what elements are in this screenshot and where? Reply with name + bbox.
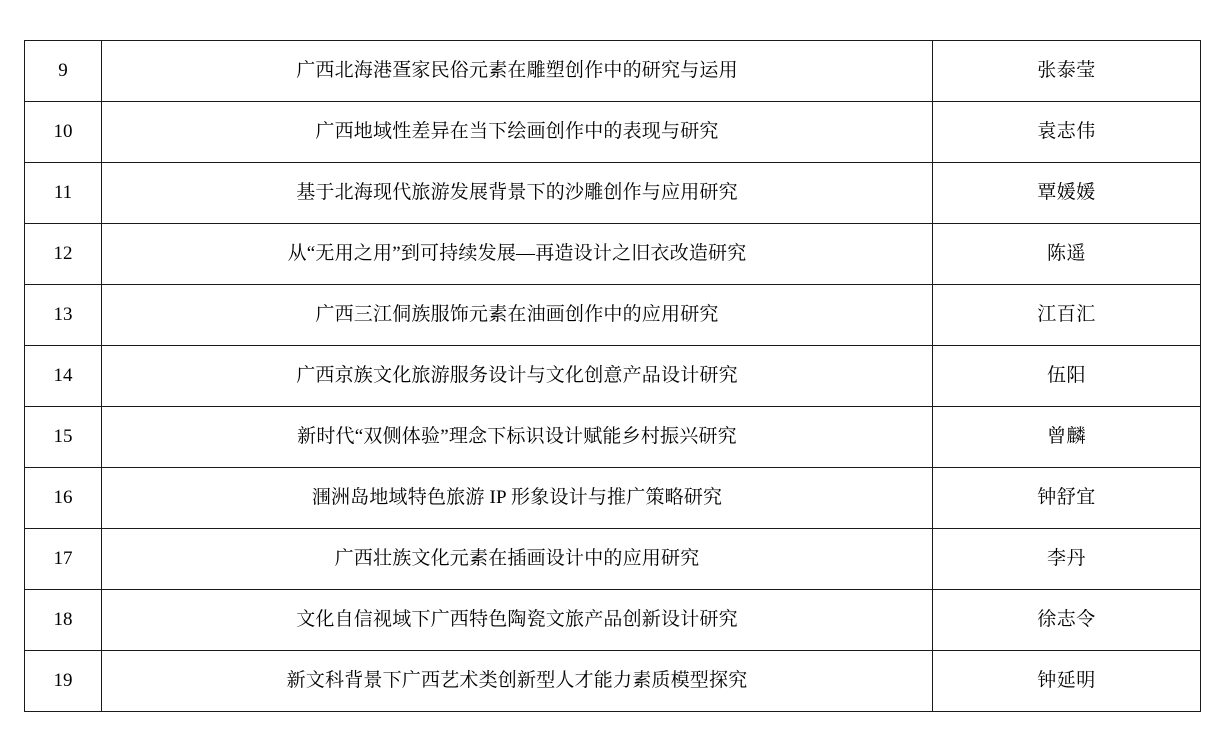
table-row	[25, 41, 1201, 102]
row-title-cell: 新文科背景下广西艺术类创新型人才能力素质模型探究	[102, 651, 933, 712]
row-number-cell: 15	[25, 407, 102, 468]
table-row	[25, 346, 1201, 407]
row-number-cell: 11	[25, 163, 102, 224]
row-number-cell: 13	[25, 285, 102, 346]
row-title-cell: 基于北海现代旅游发展背景下的沙雕创作与应用研究	[102, 163, 933, 224]
row-author-cell: 钟延明	[933, 651, 1201, 712]
row-author-cell: 袁志伟	[933, 102, 1201, 163]
table-row	[25, 224, 1201, 285]
project-list-table-container	[24, 40, 1187, 712]
project-list-table	[24, 40, 1201, 712]
row-author-cell: 伍阳	[933, 346, 1201, 407]
row-title-cell: 广西北海港疍家民俗元素在雕塑创作中的研究与运用	[102, 41, 933, 102]
row-author-cell: 李丹	[933, 529, 1201, 590]
row-title-cell: 新时代“双侧体验”理念下标识设计赋能乡村振兴研究	[102, 407, 933, 468]
row-number-cell: 16	[25, 468, 102, 529]
row-author-cell: 钟舒宜	[933, 468, 1201, 529]
row-author-cell: 江百汇	[933, 285, 1201, 346]
table-row	[25, 468, 1201, 529]
row-title-cell: 广西壮族文化元素在插画设计中的应用研究	[102, 529, 933, 590]
table-row	[25, 102, 1201, 163]
table-row	[25, 163, 1201, 224]
row-author-cell: 曾麟	[933, 407, 1201, 468]
table-row	[25, 407, 1201, 468]
row-author-cell: 张泰莹	[933, 41, 1201, 102]
row-title-cell: 从“无用之用”到可持续发展—再造设计之旧衣改造研究	[102, 224, 933, 285]
row-number-cell: 18	[25, 590, 102, 651]
row-number-cell: 12	[25, 224, 102, 285]
row-title-cell: 广西京族文化旅游服务设计与文化创意产品设计研究	[102, 346, 933, 407]
row-number-cell: 9	[25, 41, 102, 102]
row-author-cell: 覃媛媛	[933, 163, 1201, 224]
row-number-cell: 10	[25, 102, 102, 163]
row-author-cell: 陈遥	[933, 224, 1201, 285]
table-row	[25, 590, 1201, 651]
table-row	[25, 529, 1201, 590]
table-row	[25, 651, 1201, 712]
table-row	[25, 285, 1201, 346]
table-body	[25, 41, 1201, 712]
row-title-cell: 文化自信视域下广西特色陶瓷文旅产品创新设计研究	[102, 590, 933, 651]
row-author-cell: 徐志令	[933, 590, 1201, 651]
row-number-cell: 17	[25, 529, 102, 590]
row-number-cell: 19	[25, 651, 102, 712]
row-number-cell: 14	[25, 346, 102, 407]
row-title-cell: 广西地域性差异在当下绘画创作中的表现与研究	[102, 102, 933, 163]
row-title-cell: 广西三江侗族服饰元素在油画创作中的应用研究	[102, 285, 933, 346]
row-title-cell: 涠洲岛地域特色旅游 IP 形象设计与推广策略研究	[102, 468, 933, 529]
